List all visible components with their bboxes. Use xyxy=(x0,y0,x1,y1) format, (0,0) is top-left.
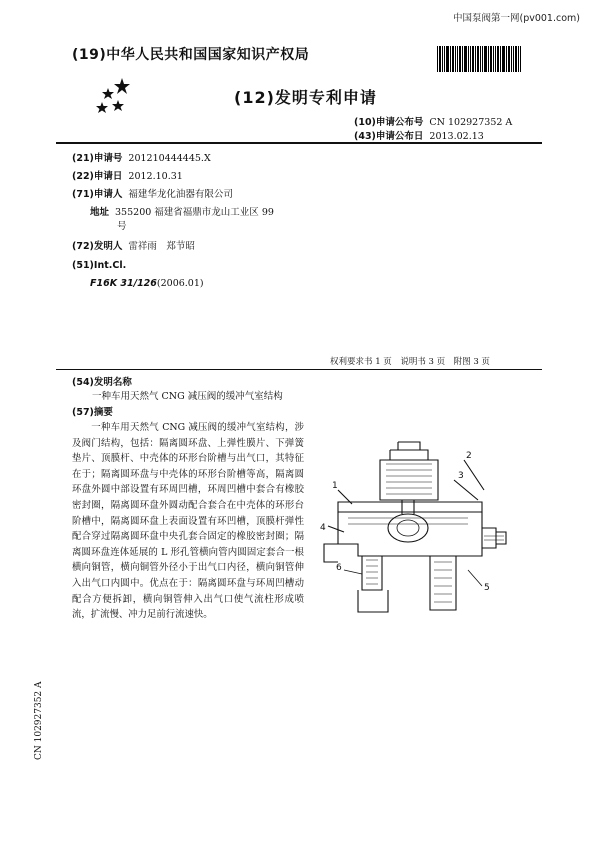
address-row xyxy=(90,204,274,218)
figure-label-6: 6 xyxy=(336,563,342,573)
applicant-label: (71)申请人 xyxy=(72,189,123,200)
ipc-edition: (2006.01) xyxy=(156,278,204,289)
abstract-body xyxy=(72,420,304,623)
address-line-2: 号 xyxy=(117,221,127,232)
invention-title: 一种车用天然气 CNG 减压阀的缓冲气室结构 xyxy=(92,391,283,402)
valve-cross-section-figure xyxy=(318,440,508,670)
site-watermark: 中国泵阀第一网(pv001.com) xyxy=(452,13,580,24)
side-publication-number xyxy=(30,680,70,760)
application-number-label: (21)申请号 xyxy=(72,153,123,164)
application-date-value: 2012.10.31 xyxy=(128,171,183,182)
figure-label-4: 4 xyxy=(320,523,326,533)
inventors-row xyxy=(72,238,195,252)
application-date-row xyxy=(72,168,183,182)
inventors-label: (72)发明人 xyxy=(72,241,123,252)
page-count: 权利要求书 1 页 说明书 3 页 附图 3 页 xyxy=(330,357,490,367)
patent-office-name: (19)中华人民共和国国家知识产权局 xyxy=(72,47,310,63)
figure-label-1: 1 xyxy=(332,481,338,491)
publication-date-row xyxy=(354,128,484,142)
figure-label-2: 2 xyxy=(466,451,472,461)
ipc-class-row xyxy=(90,278,204,289)
document-type-title: (12)发明专利申请 xyxy=(234,88,377,107)
patent-office-logo-icon xyxy=(92,76,142,116)
address-label: 地址 xyxy=(90,207,110,218)
abstract-text: 一种车用天然气 CNG 减压阀的缓冲气室结构，涉及阀门结构，包括：隔离圆环盘、上弹性膜片、下弹簧垫片、顶膜杆、中壳体的环形台阶槽与出气口，其特征在于；隔离圆环盘与中壳体的环形台阶槽等高，隔离圆环盘外圆中部设置有环周凹槽，环周凹槽中套合有橡胶密封圈，隔离圆环盘外圆动配合套合在中壳体的环形台阶槽中，隔离圆环盘上表面设置有环凹槽，顶膜杆弹性配合穿过隔离圆环盘中央孔套合固定的橡胶密封圈；隔离圆环盘连体延展的 L 形孔管横向管内圆固定套合一根横向铜管，横向铜管外径小于出气口内径，横向铜管伸入出气口内圆中。优点在于：隔离圆环盘与环周凹槽动配合方便拆卸，横向铜管伸入出气口使气流柱形成喷流，扩流慢、冲力足前行流速快。 xyxy=(72,422,304,621)
invention-title-label: (54)发明名称 xyxy=(72,377,132,388)
ipc-label: (51)Int.Cl. xyxy=(72,260,127,271)
figure-label-5: 5 xyxy=(484,583,490,593)
inventors-value: 雷祥雨 郑节昭 xyxy=(128,241,195,252)
applicant-value: 福建华龙化油器有限公司 xyxy=(128,189,233,200)
side-publication-number-text: CN 102927352 A xyxy=(34,681,44,760)
address-line-1: 355200 福建省福鼎市龙山工业区 99 xyxy=(115,207,274,218)
abstract-label: (57)摘要 xyxy=(72,407,113,418)
publication-number-value: CN 102927352 A xyxy=(429,117,513,128)
ipc-label-row xyxy=(72,260,126,271)
publication-date-label: (43)申请公布日 xyxy=(354,131,424,142)
application-number-value: 201210444445.X xyxy=(128,153,211,164)
section-divider xyxy=(56,369,542,370)
application-date-label: (22)申请日 xyxy=(72,171,123,182)
application-number-row xyxy=(72,150,211,164)
address-continuation-row xyxy=(117,218,127,232)
barcode xyxy=(437,46,521,72)
ipc-class: F16K 31/126 xyxy=(90,278,157,289)
header-divider xyxy=(56,142,542,144)
publication-number-label: (10)申请公布号 xyxy=(354,117,424,128)
figure-label-3: 3 xyxy=(458,471,464,481)
publication-number-row xyxy=(354,114,512,128)
applicant-row xyxy=(72,186,233,200)
publication-date-value: 2013.02.13 xyxy=(429,131,484,142)
